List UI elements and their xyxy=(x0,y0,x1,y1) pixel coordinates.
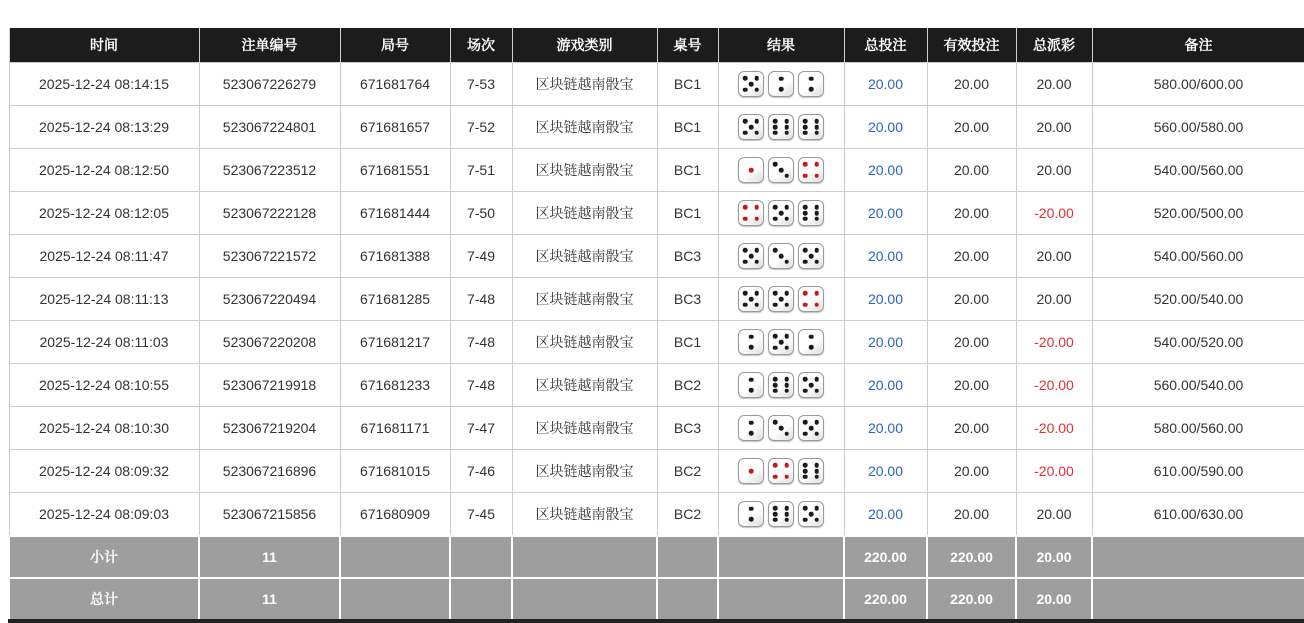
cell-game-category: 区块链越南骰宝 xyxy=(512,321,657,364)
cell-table-number: BC2 xyxy=(657,364,718,407)
cell-session: 7-48 xyxy=(450,321,512,364)
table-row xyxy=(9,106,1304,149)
cell-valid-bet: 20.00 xyxy=(927,407,1016,450)
cell-round-number: 671681015 xyxy=(340,450,450,493)
cell-table-number: BC2 xyxy=(657,450,718,493)
header-session: 场次 xyxy=(450,28,512,63)
die-4-icon xyxy=(798,286,824,312)
cell-bet-number: 523067215856 xyxy=(199,493,340,537)
die-2-icon xyxy=(738,415,764,441)
die-1-icon xyxy=(738,157,764,183)
subtotal-valid-bet: 220.00 xyxy=(927,536,1016,578)
header-game-category: 游戏类别 xyxy=(512,28,657,63)
grand-total-row xyxy=(9,578,1304,621)
cell-result xyxy=(718,235,844,278)
cell-game-category: 区块链越南骰宝 xyxy=(512,450,657,493)
cell-payout: 20.00 xyxy=(1016,63,1092,106)
die-5-icon xyxy=(798,501,824,527)
cell-payout: -20.00 xyxy=(1016,407,1092,450)
cell-payout: 20.00 xyxy=(1016,149,1092,192)
cell-result xyxy=(718,149,844,192)
subtotal-payout: 20.00 xyxy=(1016,536,1092,578)
cell-result xyxy=(718,407,844,450)
cell-bet-number: 523067226279 xyxy=(199,63,340,106)
cell-game-category: 区块链越南骰宝 xyxy=(512,106,657,149)
cell-game-category: 区块链越南骰宝 xyxy=(512,63,657,106)
cell-valid-bet: 20.00 xyxy=(927,235,1016,278)
cell-round-number: 671681217 xyxy=(340,321,450,364)
cell-total-bet[interactable]: 20.00 xyxy=(844,63,927,106)
cell-total-bet[interactable]: 20.00 xyxy=(844,493,927,537)
cell-bet-number: 523067223512 xyxy=(199,149,340,192)
cell-valid-bet: 20.00 xyxy=(927,63,1016,106)
cell-bet-number: 523067219204 xyxy=(199,407,340,450)
cell-valid-bet: 20.00 xyxy=(927,493,1016,537)
cell-total-bet[interactable]: 20.00 xyxy=(844,192,927,235)
table-row xyxy=(9,407,1304,450)
grand-total-valid-bet: 220.00 xyxy=(927,578,1016,621)
cell-total-bet[interactable]: 20.00 xyxy=(844,235,927,278)
cell-session: 7-53 xyxy=(450,63,512,106)
cell-remark: 520.00/500.00 xyxy=(1092,192,1304,235)
die-5-icon xyxy=(798,243,824,269)
cell-remark: 560.00/540.00 xyxy=(1092,364,1304,407)
cell-payout: -20.00 xyxy=(1016,364,1092,407)
cell-remark: 520.00/540.00 xyxy=(1092,278,1304,321)
cell-result xyxy=(718,450,844,493)
cell-result xyxy=(718,106,844,149)
header-table-number: 桌号 xyxy=(657,28,718,63)
bet-records-table xyxy=(8,28,1304,623)
cell-payout: -20.00 xyxy=(1016,321,1092,364)
cell-time: 2025-12-24 08:09:32 xyxy=(9,450,199,493)
die-6-icon xyxy=(768,372,794,398)
cell-total-bet[interactable]: 20.00 xyxy=(844,106,927,149)
die-2-icon xyxy=(798,329,824,355)
cell-total-bet[interactable]: 20.00 xyxy=(844,321,927,364)
table-row xyxy=(9,321,1304,364)
cell-result xyxy=(718,493,844,537)
die-6-icon xyxy=(798,114,824,140)
cell-remark: 580.00/600.00 xyxy=(1092,63,1304,106)
header-remark: 备注 xyxy=(1092,28,1304,63)
cell-result xyxy=(718,63,844,106)
header-round-number: 局号 xyxy=(340,28,450,63)
grand-total-count: 11 xyxy=(199,578,340,621)
header-time: 时间 xyxy=(9,28,199,63)
cell-round-number: 671681657 xyxy=(340,106,450,149)
die-3-icon xyxy=(768,415,794,441)
table-footer xyxy=(9,536,1304,621)
table-row xyxy=(9,364,1304,407)
cell-time: 2025-12-24 08:09:03 xyxy=(9,493,199,537)
cell-payout: 20.00 xyxy=(1016,493,1092,537)
cell-table-number: BC2 xyxy=(657,493,718,537)
die-6-icon xyxy=(798,458,824,484)
die-3-icon xyxy=(768,243,794,269)
cell-bet-number: 523067216896 xyxy=(199,450,340,493)
cell-time: 2025-12-24 08:12:05 xyxy=(9,192,199,235)
cell-game-category: 区块链越南骰宝 xyxy=(512,278,657,321)
cell-game-category: 区块链越南骰宝 xyxy=(512,235,657,278)
die-5-icon xyxy=(738,286,764,312)
table-row xyxy=(9,149,1304,192)
cell-game-category: 区块链越南骰宝 xyxy=(512,149,657,192)
die-2-icon xyxy=(768,71,794,97)
cell-time: 2025-12-24 08:10:55 xyxy=(9,364,199,407)
die-6-icon xyxy=(768,501,794,527)
cell-bet-number: 523067222128 xyxy=(199,192,340,235)
die-2-icon xyxy=(738,501,764,527)
cell-payout: 20.00 xyxy=(1016,278,1092,321)
cell-table-number: BC3 xyxy=(657,235,718,278)
cell-time: 2025-12-24 08:14:15 xyxy=(9,63,199,106)
die-4-icon xyxy=(798,157,824,183)
table-header xyxy=(9,28,1304,63)
cell-bet-number: 523067220494 xyxy=(199,278,340,321)
cell-table-number: BC1 xyxy=(657,321,718,364)
die-5-icon xyxy=(768,286,794,312)
die-5-icon xyxy=(738,71,764,97)
cell-table-number: BC3 xyxy=(657,407,718,450)
cell-payout: -20.00 xyxy=(1016,192,1092,235)
die-2-icon xyxy=(798,71,824,97)
grand-total-label: 总计 xyxy=(9,578,199,621)
cell-game-category: 区块链越南骰宝 xyxy=(512,192,657,235)
header-total-bet: 总投注 xyxy=(844,28,927,63)
cell-round-number: 671681171 xyxy=(340,407,450,450)
cell-result xyxy=(718,321,844,364)
cell-total-bet[interactable]: 20.00 xyxy=(844,450,927,493)
cell-valid-bet: 20.00 xyxy=(927,278,1016,321)
subtotal-label: 小计 xyxy=(9,536,199,578)
cell-game-category: 区块链越南骰宝 xyxy=(512,407,657,450)
cell-remark: 610.00/630.00 xyxy=(1092,493,1304,537)
cell-session: 7-47 xyxy=(450,407,512,450)
cell-round-number: 671681388 xyxy=(340,235,450,278)
table-row xyxy=(9,450,1304,493)
cell-session: 7-51 xyxy=(450,149,512,192)
cell-result xyxy=(718,192,844,235)
cell-remark: 540.00/560.00 xyxy=(1092,235,1304,278)
cell-total-bet[interactable]: 20.00 xyxy=(844,364,927,407)
cell-result xyxy=(718,364,844,407)
grand-total-total-bet: 220.00 xyxy=(844,578,927,621)
cell-time: 2025-12-24 08:11:13 xyxy=(9,278,199,321)
die-5-icon xyxy=(738,114,764,140)
cell-valid-bet: 20.00 xyxy=(927,321,1016,364)
die-4-icon xyxy=(768,458,794,484)
cell-time: 2025-12-24 08:10:30 xyxy=(9,407,199,450)
cell-round-number: 671681233 xyxy=(340,364,450,407)
table-row xyxy=(9,493,1304,537)
subtotal-total-bet: 220.00 xyxy=(844,536,927,578)
die-6-icon xyxy=(798,200,824,226)
cell-table-number: BC1 xyxy=(657,149,718,192)
cell-remark: 540.00/520.00 xyxy=(1092,321,1304,364)
cell-remark: 560.00/580.00 xyxy=(1092,106,1304,149)
cell-valid-bet: 20.00 xyxy=(927,149,1016,192)
table-row xyxy=(9,192,1304,235)
cell-valid-bet: 20.00 xyxy=(927,106,1016,149)
die-3-icon xyxy=(768,157,794,183)
cell-table-number: BC3 xyxy=(657,278,718,321)
cell-time: 2025-12-24 08:11:03 xyxy=(9,321,199,364)
cell-session: 7-49 xyxy=(450,235,512,278)
table-row xyxy=(9,235,1304,278)
bet-records-table-container xyxy=(8,28,1304,623)
cell-valid-bet: 20.00 xyxy=(927,364,1016,407)
subtotal-row xyxy=(9,536,1304,578)
die-1-icon xyxy=(738,458,764,484)
die-5-icon xyxy=(768,329,794,355)
cell-session: 7-48 xyxy=(450,364,512,407)
table-row xyxy=(9,63,1304,106)
cell-round-number: 671681444 xyxy=(340,192,450,235)
cell-table-number: BC1 xyxy=(657,192,718,235)
cell-result xyxy=(718,278,844,321)
grand-total-payout: 20.00 xyxy=(1016,578,1092,621)
cell-total-bet[interactable]: 20.00 xyxy=(844,407,927,450)
die-5-icon xyxy=(798,372,824,398)
cell-total-bet[interactable]: 20.00 xyxy=(844,278,927,321)
cell-payout: -20.00 xyxy=(1016,450,1092,493)
cell-time: 2025-12-24 08:11:47 xyxy=(9,235,199,278)
cell-remark: 580.00/560.00 xyxy=(1092,407,1304,450)
die-5-icon xyxy=(738,243,764,269)
cell-payout: 20.00 xyxy=(1016,235,1092,278)
cell-payout: 20.00 xyxy=(1016,106,1092,149)
cell-bet-number: 523067219918 xyxy=(199,364,340,407)
cell-session: 7-50 xyxy=(450,192,512,235)
cell-game-category: 区块链越南骰宝 xyxy=(512,364,657,407)
header-valid-bet: 有效投注 xyxy=(927,28,1016,63)
die-2-icon xyxy=(738,329,764,355)
die-5-icon xyxy=(798,415,824,441)
cell-session: 7-52 xyxy=(450,106,512,149)
cell-bet-number: 523067224801 xyxy=(199,106,340,149)
cell-valid-bet: 20.00 xyxy=(927,192,1016,235)
header-bet-number: 注单编号 xyxy=(199,28,340,63)
cell-remark: 610.00/590.00 xyxy=(1092,450,1304,493)
cell-total-bet[interactable]: 20.00 xyxy=(844,149,927,192)
cell-round-number: 671681764 xyxy=(340,63,450,106)
records-body xyxy=(9,63,1304,537)
cell-bet-number: 523067221572 xyxy=(199,235,340,278)
header-result: 结果 xyxy=(718,28,844,63)
die-2-icon xyxy=(738,372,764,398)
die-6-icon xyxy=(768,114,794,140)
cell-round-number: 671681285 xyxy=(340,278,450,321)
cell-valid-bet: 20.00 xyxy=(927,450,1016,493)
cell-bet-number: 523067220208 xyxy=(199,321,340,364)
cell-table-number: BC1 xyxy=(657,106,718,149)
cell-time: 2025-12-24 08:13:29 xyxy=(9,106,199,149)
cell-time: 2025-12-24 08:12:50 xyxy=(9,149,199,192)
cell-round-number: 671680909 xyxy=(340,493,450,537)
table-row xyxy=(9,278,1304,321)
cell-remark: 540.00/560.00 xyxy=(1092,149,1304,192)
cell-round-number: 671681551 xyxy=(340,149,450,192)
cell-table-number: BC1 xyxy=(657,63,718,106)
subtotal-count: 11 xyxy=(199,536,340,578)
cell-session: 7-46 xyxy=(450,450,512,493)
die-4-icon xyxy=(738,200,764,226)
header-total-payout: 总派彩 xyxy=(1016,28,1092,63)
cell-game-category: 区块链越南骰宝 xyxy=(512,493,657,537)
cell-session: 7-48 xyxy=(450,278,512,321)
cell-session: 7-45 xyxy=(450,493,512,537)
die-5-icon xyxy=(768,200,794,226)
